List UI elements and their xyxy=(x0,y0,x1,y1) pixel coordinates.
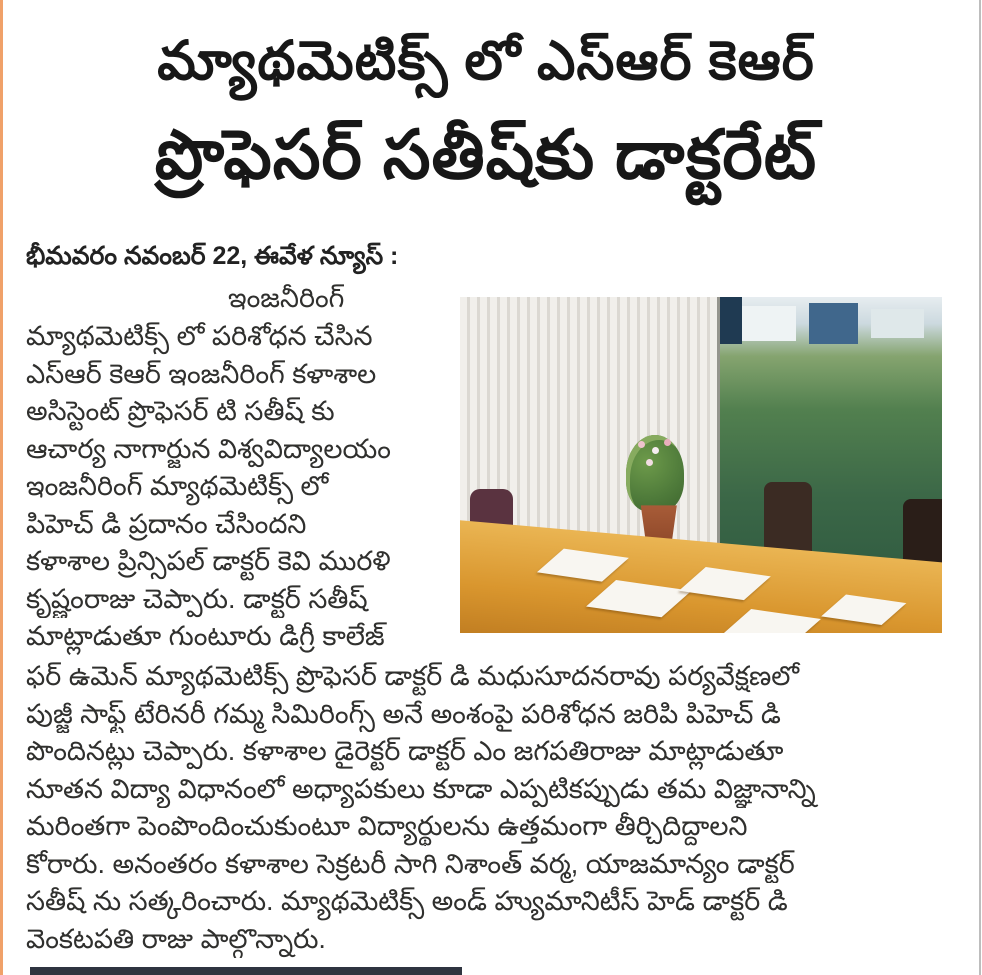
painting-building-shape xyxy=(738,306,796,341)
paper-sheet xyxy=(679,567,771,600)
article-text-line: కోరారు. అనంతరం కళాశాల సెక్రటరీ సాగి నిశాంత్ వర్మ, యాజమాన్యం డాక్టర్ xyxy=(26,848,795,879)
paper-sheet xyxy=(821,594,906,625)
article-text-line: మ్యాథమెటిక్స్ లో పరిశోధన చేసిన xyxy=(26,321,373,351)
page-right-border xyxy=(979,0,981,975)
article-text-line: ఆచార్య నాగార్జున విశ్వవిద్యాలయం xyxy=(26,433,391,464)
headline-line2: ప్రొఫెసర్ సతీష్‌కు డాక్టరేట్ xyxy=(154,117,818,193)
body-left-column xyxy=(26,318,460,656)
dateline: భీమవరం నవంబర్ 22, ఈవేళ న్యూస్ : xyxy=(26,242,399,270)
headline-line1: మ్యాథమెటిక్స్ లో ఎస్ఆర్ కెఆర్ xyxy=(157,31,815,91)
body-full-width xyxy=(26,658,966,958)
article-text-line: కృష్ణంరాజు చెప్పారు. డాక్టర్ సతీష్ xyxy=(26,583,368,614)
article-text-line: పొందినట్లు చెప్పారు. కళాశాల డైరెక్టర్ డాక్టర్ ఎం జగపతిరాజు మాట్లాడుతూ xyxy=(26,736,784,766)
paper-sheet xyxy=(722,608,820,633)
article-text-line: ఫర్ ఉమెన్ మ్యాథమెటిక్స్ ప్రొఫెసర్ డాక్టర్ డి మధుసూదనరావు పర్యవేక్షణలో xyxy=(26,661,800,691)
article-text-line: కళాశాల ప్రిన్సిపల్ డాక్టర్ కెవి మురళి xyxy=(26,546,391,576)
article-text-line: పుజ్జీ సాఫ్ట్ టేరినరీ గమ్మ సిమిరింగ్స్ అనే అంశంపై పరిశోధన జరిపి పిహెచ్ డి xyxy=(26,698,781,729)
article-text-line: నూతన విద్యా విధానంలో అధ్యాపకులు కూడా ఎప్పటికప్పుడు తమ విజ్ఞానాన్ని xyxy=(26,773,816,804)
painting-building-shape xyxy=(871,309,924,339)
article-photo xyxy=(460,297,942,633)
article-text-line: అసిస్టెంట్ ప్రొఫెసర్ టి సతీష్ కు xyxy=(26,396,335,426)
flower-plant xyxy=(626,435,684,512)
article-text-line: ఇంజనీరింగ్ మ్యాథమెటిక్స్ లో xyxy=(26,471,329,501)
article-text-line: ఎస్ఆర్ కెఆర్ ఇంజనీరింగ్ కళాశాల xyxy=(26,358,377,389)
body-intro-line: ఇంజనీరింగ్ xyxy=(228,283,345,313)
article-text-line: మరింతగా పెంపొందించుకుంటూ విద్యార్థులను ఉత్తమంగా తీర్చిదిద్దాలని xyxy=(26,811,748,841)
paper-sheet xyxy=(537,548,629,581)
article-text-line: సతీష్ ను సత్కరించారు. మ్యాథమెటిక్స్ అండ్ హ్యుమానిటీస్ హెడ్ డాక్టర్ డి xyxy=(26,886,788,916)
article-text-line: పిహెచ్ డి ప్రదానం చేసిందని xyxy=(26,508,307,539)
next-item-edge xyxy=(30,967,462,975)
painting-building-shape xyxy=(809,303,858,344)
article-text-line: మాట్లాడుతూ గుంటూరు డిగ్రీ కాలేజ్ xyxy=(26,621,385,651)
article-text-line: వెంకటపతి రాజు పాల్గొన్నారు. xyxy=(26,923,326,954)
paper-sheet xyxy=(586,580,691,617)
painting-dark-shape xyxy=(720,297,742,344)
